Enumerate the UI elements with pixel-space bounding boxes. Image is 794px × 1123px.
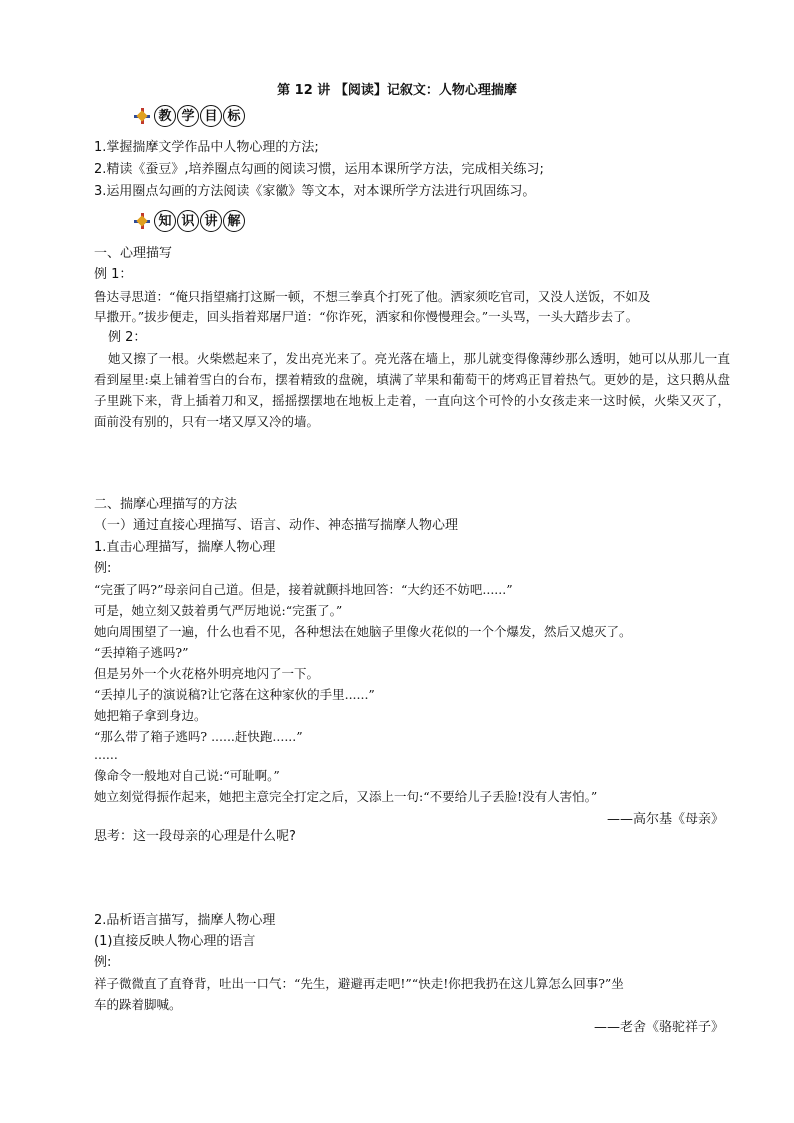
- part2-heading: 二、揣摩心理描写的方法: [94, 497, 238, 512]
- mother-line: 她立刻觉得振作起来，她把主意完全打定之后，又添上一句:“不要给儿子丢脸!没有人害怕。”: [94, 789, 598, 804]
- mother-line: 可是，她立刻又鼓着勇气严厉地说:“完蛋了。”: [94, 603, 343, 618]
- knowledge-header: [134, 209, 246, 233]
- part1-heading: 一、心理描写: [94, 246, 173, 261]
- header-char: 讲: [200, 210, 222, 232]
- bullet-icon: [134, 213, 150, 229]
- mother-line: “丢掉箱子逃吗?”: [94, 645, 189, 660]
- header-char: 知: [154, 210, 176, 232]
- header-char: 识: [177, 210, 199, 232]
- xiangzi-line: 车的跺着脚喊。: [94, 997, 182, 1012]
- header-char: 目: [200, 105, 222, 127]
- method-item-1: 1.直击心理描写，揣摩人物心理: [94, 540, 276, 555]
- mother-line: 她把箱子拿到身边。: [94, 708, 207, 723]
- example1-line: 鲁达寻思道：“俺只指望痛打这厮一顿，不想三拳真个打死了他。洒家须吃官司，又没人送饭，不如及: [94, 289, 651, 304]
- mother-line: “完蛋了吗?”母亲问自己道。但是，接着就颤抖地回答：“大约还不妨吧......”: [94, 582, 513, 597]
- header-char: 标: [223, 105, 245, 127]
- objectives-header: [134, 104, 246, 128]
- part2-subheading: （一）通过直接心理描写、语言、动作、神态描写揣摩人物心理: [94, 518, 459, 533]
- mother-line: 但是另外一个火花格外明亮地闪了一下。: [94, 666, 320, 681]
- mother-line: 她向周围望了一遍，什么也看不见，各种想法在她脑子里像火花似的一个个爆发，然后又熄灭了。: [94, 624, 632, 639]
- objective-item: 3.运用圈点勾画的方法阅读《家徽》等文本，对本课所学方法进行巩固练习。: [94, 184, 536, 199]
- example-label: 例:: [94, 955, 112, 970]
- page-title: 第 12 讲 【阅读】记叙文：人物心理揣摩: [277, 83, 517, 98]
- mother-line: “丢掉儿子的演说稿?让它落在这种家伙的手里......”: [94, 687, 375, 702]
- method-item-2: 2.品析语言描写，揣摩人物心理: [94, 913, 276, 928]
- example2-label: 例 2：: [108, 330, 147, 345]
- example-label: 例:: [94, 561, 112, 576]
- mother-line: ......: [94, 747, 118, 762]
- xiangzi-source: ——老舍《骆驼祥子》: [593, 1020, 724, 1035]
- header-char: 学: [177, 105, 199, 127]
- objective-item: 2.精读《蚕豆》,培养圈点勾画的阅读习惯，运用本课所学方法，完成相关练习;: [94, 162, 544, 177]
- example2-paragraph: 她又擦了一根。火柴燃起来了，发出亮光来了。亮光落在墙上，那儿就变得像薄纱那么透明，她可以从那儿一直看到屋里:桌上铺着雪白的台布，摆着精致的盘碗，填满了苹果和葡萄干的烤鸡正冒着热气。更妙的是，这只鹅从盘子里跳下来，背上插着刀和叉，摇摇摆摆地在地板上走着，一直向这个可怜的小女孩走来一这时候，火柴又灭了，面前没有别的，只有一堵又厚又冷的墙。: [94, 351, 730, 429]
- header-char: 教: [154, 105, 176, 127]
- example1-line: 早撒开。”拔步便走，回头指着郑屠尸道：“你诈死，洒家和你慢慢理会。”一头骂，一头大踏步去了。: [94, 309, 639, 324]
- think-question: 思考：这一段母亲的心理是什么呢?: [94, 829, 296, 844]
- bullet-icon: [134, 108, 150, 124]
- mother-source: ——高尔基《母亲》: [606, 812, 724, 827]
- objective-item: 1.掌握揣摩文学作品中人物心理的方法;: [94, 140, 319, 155]
- method-item-2-sub: (1)直接反映人物心理的语言: [94, 934, 256, 949]
- header-char: 解: [223, 210, 245, 232]
- mother-line: 像命令一般地对自己说:“可耻啊。”: [94, 768, 280, 783]
- xiangzi-line: 祥子微微直了直脊背，吐出一口气：“先生，避避再走吧!”“快走!你把我扔在这儿算怎么回事?”坐: [94, 976, 624, 991]
- mother-line: “那么带了箱子逃吗? ......赶快跑......”: [94, 729, 303, 744]
- example1-label: 例 1：: [94, 267, 133, 282]
